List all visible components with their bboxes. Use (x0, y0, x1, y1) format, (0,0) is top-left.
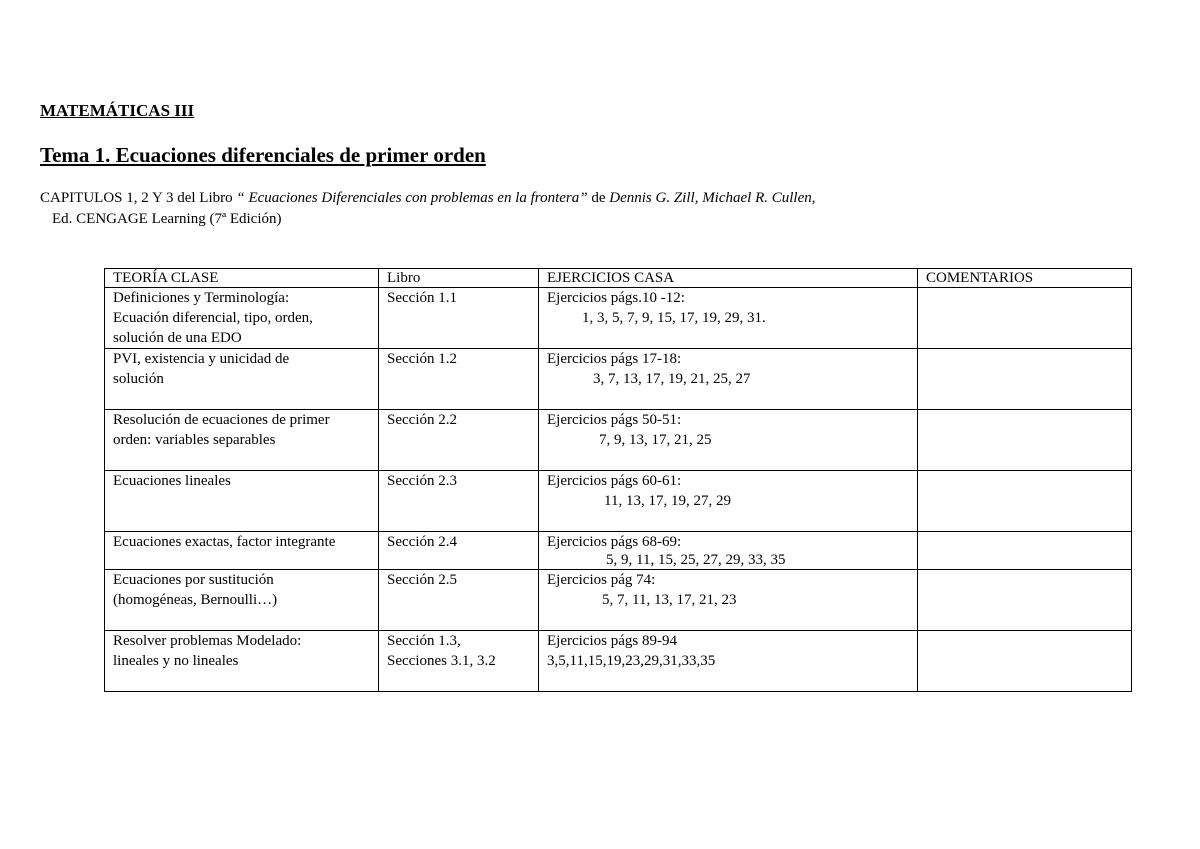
exercises-title: Ejercicios págs 50-51: (547, 412, 682, 428)
theory-line: Resolución de ecuaciones de primer (113, 412, 330, 428)
book-section: Sección 1.2 (387, 351, 457, 367)
comments-cell (918, 532, 1132, 570)
theory-cell (105, 471, 379, 532)
theory-line: Ecuaciones lineales (113, 473, 231, 489)
reference-connector: de (587, 190, 610, 206)
theory-line: solución de una EDO (113, 330, 242, 346)
exercises-title: Ejercicios pág 74: (547, 572, 656, 588)
theory-cell (105, 570, 379, 631)
exercises-title: Ejercicios págs 68-69: (547, 534, 682, 550)
exercises-list: 7, 9, 13, 17, 21, 25 (599, 432, 712, 448)
theory-line: lineales y no lineales (113, 653, 239, 669)
book-edition: Ed. CENGAGE Learning (7ª Edición) (52, 211, 282, 227)
book-section: Sección 1.1 (387, 290, 457, 306)
exercises-title: Ejercicios págs.10 -12: (547, 290, 685, 306)
theory-cell (105, 288, 379, 349)
theory-cell (105, 349, 379, 410)
theory-line: PVI, existencia y unicidad de (113, 351, 290, 367)
book-title: “ Ecuaciones Diferenciales con problemas en la frontera” (236, 190, 588, 206)
comments-cell (918, 349, 1132, 410)
comments-cell (918, 471, 1132, 532)
book-section: Sección 2.2 (387, 412, 457, 428)
theory-cell (105, 631, 379, 692)
book-cell (379, 349, 539, 410)
theory-line: (homogéneas, Bernoulli…) (113, 592, 278, 608)
table-row (105, 570, 1132, 631)
exercises-title: Ejercicios págs 60-61: (547, 473, 682, 489)
table-header-row (105, 269, 1132, 288)
exercises-title: Ejercicios págs 17-18: (547, 351, 682, 367)
exercises-cell (539, 570, 918, 631)
header-exercises: EJERCICIOS CASA (539, 269, 918, 288)
exercises-cell (539, 631, 918, 692)
theory-line: Ecuaciones exactas, factor integrante (113, 534, 336, 550)
book-section: Secciones 3.1, 3.2 (387, 653, 496, 669)
book-section: Sección 2.3 (387, 473, 457, 489)
theory-cell (105, 532, 379, 570)
exercises-list: 11, 13, 17, 19, 27, 29 (604, 493, 731, 509)
exercises-cell (539, 410, 918, 471)
book-section: Sección 2.4 (387, 534, 457, 550)
book-cell (379, 570, 539, 631)
reference-prefix: CAPITULOS 1, 2 Y 3 del Libro (40, 190, 237, 206)
theory-line: Ecuación diferencial, tipo, orden, (113, 310, 313, 326)
reference-suffix: , (811, 190, 816, 206)
theory-line: orden: variables separables (113, 432, 276, 448)
book-cell (379, 471, 539, 532)
exercises-cell (539, 349, 918, 410)
exercises-title: Ejercicios págs 89-94 (547, 633, 677, 649)
book-reference (40, 188, 816, 230)
schedule-table (104, 268, 1132, 692)
table-row (105, 631, 1132, 692)
exercises-list: 5, 7, 11, 13, 17, 21, 23 (602, 592, 737, 608)
exercises-cell (539, 532, 918, 570)
comments-cell (918, 288, 1132, 349)
header-theory: TEORÍA CLASE (105, 269, 379, 288)
book-cell (379, 532, 539, 570)
table-row (105, 471, 1132, 532)
comments-cell (918, 410, 1132, 471)
theory-line: Ecuaciones por sustitución (113, 572, 274, 588)
theory-line: Definiciones y Terminología: (113, 290, 290, 306)
exercises-list: 5, 9, 11, 15, 25, 27, 29, 33, 35 (606, 552, 786, 568)
table-row (105, 410, 1132, 471)
table-row (105, 288, 1132, 349)
topic-title: Tema 1. Ecuaciones diferenciales de primer orden (40, 143, 486, 167)
theory-cell (105, 410, 379, 471)
exercises-cell (539, 288, 918, 349)
book-cell (379, 288, 539, 349)
table-row (105, 349, 1132, 410)
table-row (105, 532, 1132, 570)
exercises-list: 3,5,11,15,19,23,29,31,33,35 (547, 653, 716, 669)
book-cell (379, 631, 539, 692)
theory-line: solución (113, 371, 164, 387)
book-section: Sección 1.3, (387, 633, 461, 649)
subject-title: MATEMÁTICAS III (40, 101, 195, 120)
exercises-list: 1, 3, 5, 7, 9, 15, 17, 19, 29, 31. (582, 310, 766, 326)
exercises-list: 3, 7, 13, 17, 19, 21, 25, 27 (593, 371, 751, 387)
header-comments: COMENTARIOS (918, 269, 1132, 288)
theory-line: Resolver problemas Modelado: (113, 633, 302, 649)
comments-cell (918, 570, 1132, 631)
header-book: Libro (379, 269, 539, 288)
book-cell (379, 410, 539, 471)
comments-cell (918, 631, 1132, 692)
exercises-cell (539, 471, 918, 532)
book-authors: Dennis G. Zill, Michael R. Cullen (609, 190, 812, 206)
book-section: Sección 2.5 (387, 572, 457, 588)
